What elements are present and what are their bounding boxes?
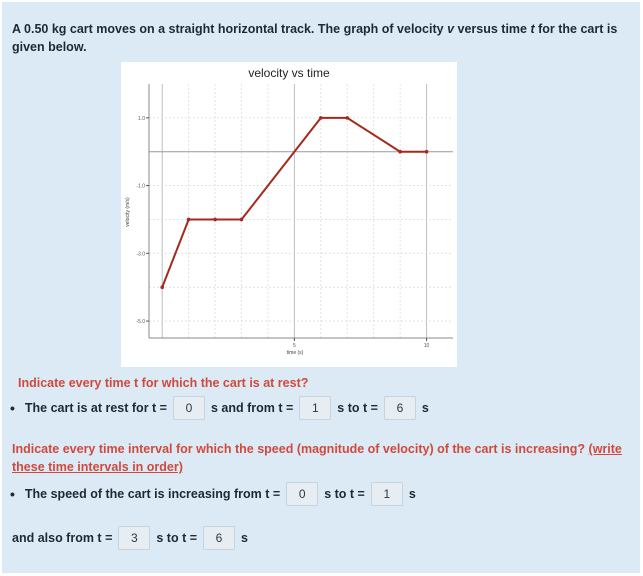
y-tick-label: -5.0	[136, 319, 145, 326]
x-tick-label: 5	[293, 343, 296, 349]
increase-end-input-2[interactable]: 6	[203, 526, 235, 550]
answer-2-lead: The speed of the cart is increasing from t =	[24, 487, 281, 501]
answer-3-to: s to t =	[156, 531, 198, 545]
bullet-icon: •	[10, 486, 15, 502]
answer-3-row	[12, 526, 248, 550]
data-point	[160, 285, 164, 289]
y-tick-label: -1.0	[136, 183, 145, 190]
increase-start-input-2[interactable]: 3	[118, 526, 150, 550]
rest-start-input[interactable]: 1	[299, 396, 331, 420]
data-point	[345, 116, 349, 120]
question-1: Indicate every time t for which the cart is at rest?	[18, 376, 309, 390]
question-2	[12, 440, 624, 476]
y-tick-label: 1.0	[138, 115, 145, 122]
answer-2-unit: s	[408, 487, 416, 501]
chart-title: velocity vs time	[248, 66, 330, 80]
prompt-text-1: A 0.50 kg cart moves on a straight horizontal track. The graph of velocity	[12, 22, 448, 36]
increase-end-input-1[interactable]: 1	[371, 482, 403, 506]
data-point	[240, 218, 244, 222]
y-tick-label: -3.0	[136, 251, 145, 258]
chart-ylabel: velocity (m/s)	[125, 197, 131, 227]
velocity-chart	[121, 62, 457, 367]
prompt-var-v: v	[447, 22, 455, 36]
prompt-var-t: t	[530, 22, 535, 36]
problem-statement	[12, 20, 628, 56]
answer-1-unit: s	[421, 401, 429, 415]
x-tick-label: 10	[423, 343, 430, 349]
prompt-text-3: for the cart is given below.	[12, 22, 618, 54]
increase-start-input-1[interactable]: 0	[286, 482, 318, 506]
answer-2-to: s to t =	[324, 487, 365, 501]
prompt-text-2: versus time	[454, 22, 531, 36]
data-point	[187, 218, 191, 222]
chart-svg	[121, 62, 457, 367]
question-2-instruction: (write these time intervals in order)	[12, 442, 622, 474]
question-2-text: Indicate every time interval for which the speed (magnitude of velocity) of the cart is increasing?	[12, 442, 589, 456]
data-point	[213, 218, 217, 222]
answer-1-lead: The cart is at rest for t =	[24, 401, 167, 415]
answer-1-mid: s and from t =	[210, 401, 294, 415]
answer-1-row	[10, 396, 429, 420]
answer-2-row	[10, 482, 416, 506]
rest-end-input[interactable]: 6	[384, 396, 416, 420]
chart-xlabel: time (s)	[286, 350, 304, 356]
answer-1-to: s to t =	[337, 401, 378, 415]
data-point	[319, 116, 323, 120]
data-point	[425, 150, 429, 154]
rest-time-input-1[interactable]: 0	[173, 396, 205, 420]
answer-3-unit: s	[241, 531, 248, 545]
data-point	[398, 150, 402, 154]
answer-3-lead: and also from t =	[12, 531, 113, 545]
bullet-icon: •	[10, 400, 15, 416]
